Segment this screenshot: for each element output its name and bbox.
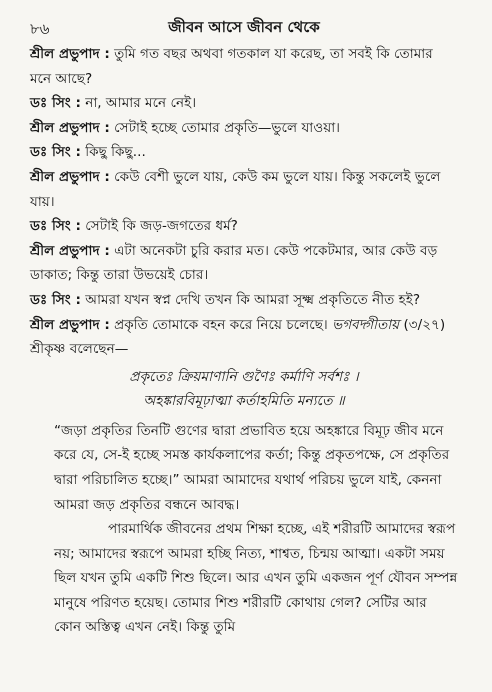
turn-text: কিছু কিছু... bbox=[85, 144, 146, 161]
turn-text: সেটাই কি জড়-জগতের ধর্ম? bbox=[85, 218, 238, 235]
dialogue-turn bbox=[30, 214, 458, 239]
speaker-name: ডঃ সিং : bbox=[30, 95, 81, 112]
speaker-name: শ্রীল প্রভুপাদ : bbox=[30, 316, 110, 333]
turn-text: সেটাই হচ্ছে তোমার প্রকৃতি—ভুলে যাওয়া। bbox=[114, 119, 341, 136]
turn-text: প্রকৃতি তোমাকে বহন করে নিয়ে চলেছে। bbox=[114, 316, 328, 333]
turn-text-continued: (৩/২৭) শ্রীকৃষ্ণ বলেছেন— bbox=[30, 316, 446, 358]
page-number: ৮৬ bbox=[30, 20, 50, 38]
dialogue-turn bbox=[30, 91, 458, 116]
turn-text: কেউ বেশী ভুলে যায়, কেউ কম ভুলে যায়। কিন্তু সকলেই ভুলে যায়। bbox=[30, 168, 441, 210]
speaker-name: ডঃ সিং : bbox=[30, 291, 81, 308]
dialogue-turn bbox=[30, 165, 458, 214]
turn-text: না, আমার মনে নেই। bbox=[85, 95, 197, 112]
turn-text: আমরা যখন স্বপ্ন দেখি তখন কি আমরা সূক্ষ্ম প্রকৃতিতে নীত হই? bbox=[85, 291, 421, 308]
page-header bbox=[30, 14, 458, 42]
turn-text: তুমি গত বছর অথবা গতকাল যা করেছ, তা সবই কি তোমার মনে আছে? bbox=[30, 46, 433, 87]
speaker-name: ডঃ সিং : bbox=[30, 144, 81, 161]
verse-line-1: প্রকৃতেঃ ক্রিয়মাণানি গুণৈঃ কর্মাণি সর্বশঃ । bbox=[129, 368, 359, 385]
dialogue-turn bbox=[30, 239, 458, 288]
dialogue-turn bbox=[30, 140, 458, 165]
speaker-name: ডঃ সিং : bbox=[30, 218, 81, 235]
page-body bbox=[30, 42, 458, 640]
dialogue-turn bbox=[30, 116, 458, 141]
closing-paragraph: পারমার্থিক জীবনের প্রথম শিক্ষা হচ্ছে, এই শরীরটি আমাদের স্বরূপ নয়; আমাদের স্বরূপে আমরা হচ্ছি নিত্য, শাশ্বত, চিন্ময় আত্মা। একটা সময় ছিল যখন তুমি একটি শিশু ছিলে। আর এখন তুমি একজন পূর্ণ যৌবন সম্পন্ন মানুষে পরিণত হয়েছ। তোমার শিশু শরীরটি কোথায় গেল? সেটির আর কোন অস্তিত্ব এখন নেই। কিন্তু তুমি bbox=[54, 521, 458, 636]
sanskrit-verse bbox=[30, 365, 458, 413]
dialogue-turn bbox=[30, 42, 458, 91]
book-reference: ভগবদ্গীতায় bbox=[332, 316, 400, 333]
speaker-name: শ্রীল প্রভুপাদ : bbox=[30, 119, 110, 136]
speaker-name: শ্রীল প্রভুপাদ : bbox=[30, 46, 110, 62]
verse-line-2: অহঙ্কারবিমূঢ়াত্মা কর্তাহমিতি মন্যতে ॥ bbox=[143, 392, 345, 409]
dialogue-turn bbox=[30, 313, 458, 362]
speaker-name: শ্রীল প্রভুপাদ : bbox=[30, 168, 110, 185]
dialogue-turn bbox=[30, 288, 458, 313]
turn-text: এটা অনেকটা চুরি করার মত। কেউ পকেটমার, আর কেউ বড় ডাকাত; কিন্তু তারা উভয়েই চোর। bbox=[30, 242, 438, 284]
speaker-name: শ্রীল প্রভুপাদ : bbox=[30, 242, 110, 259]
verse-translation: “জড়া প্রকৃতির তিনটি গুণের দ্বারা প্রভাবিত হয়ে অহঙ্কারে বিমূঢ় জীব মনে করে যে, সে-ই হচ্ছে সমস্ত কার্যকলাপের কর্তা; কিন্তু প্রকৃতপক্ষে, সে প্রকৃতির দ্বারা পরিচালিত হচ্ছে।” আমরা আমাদের যথার্থ পরিচয় ভুলে যাই, কেননা আমরা জড় প্রকৃতির বন্ধনে আবদ্ধ। bbox=[54, 422, 450, 513]
running-title: জীবন আসে জীবন থেকে bbox=[168, 18, 320, 36]
